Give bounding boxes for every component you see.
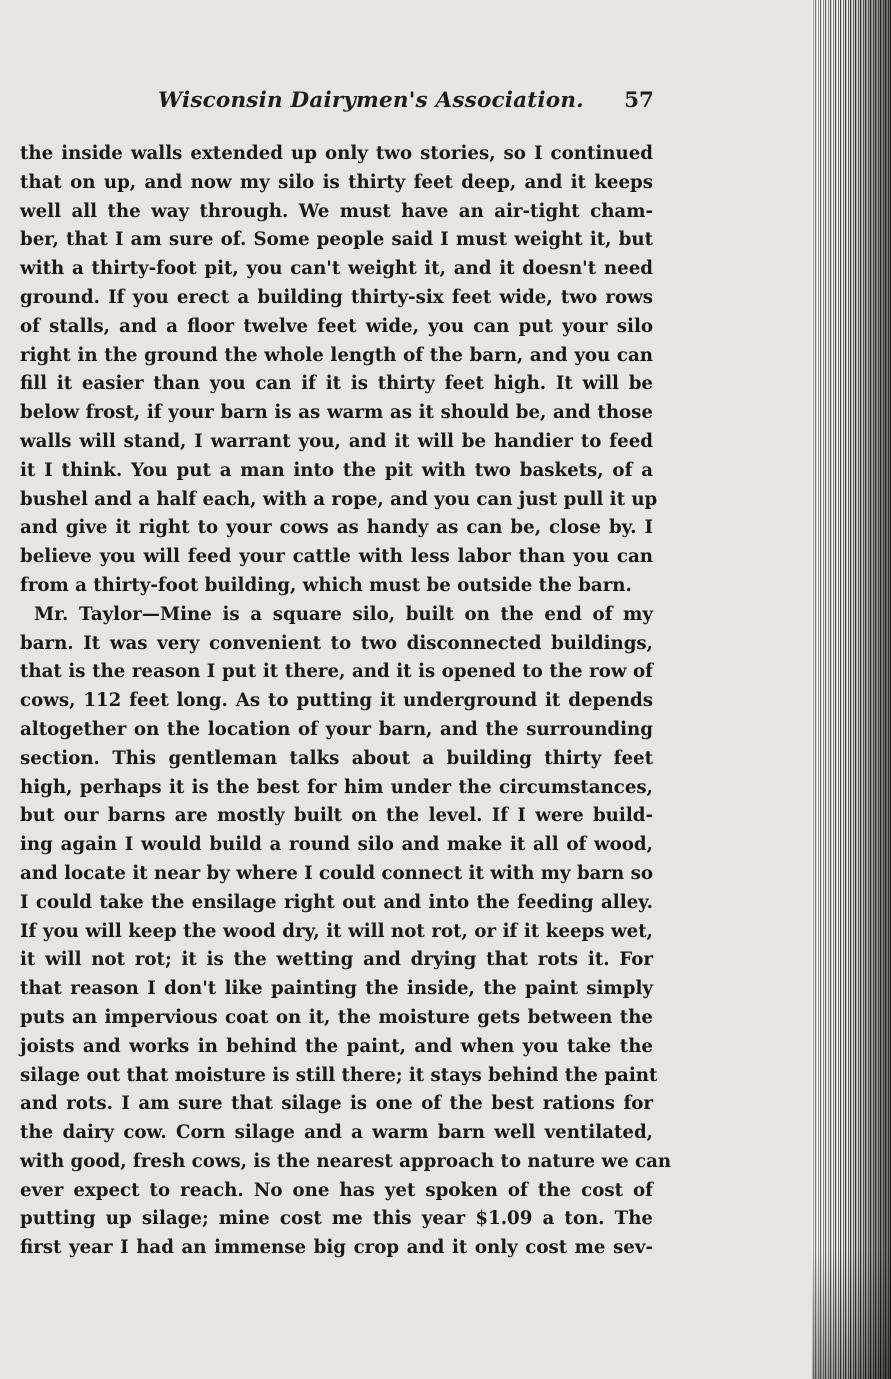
text-line: joists and works in behind the paint, and when you take the [20, 1035, 653, 1057]
text-line: that reason I don't like painting the inside, the paint simply [20, 978, 653, 1000]
text-line: the inside walls extended up only two stories, so I continued [20, 143, 653, 164]
text-line: cows, 112 feet long. As to putting it underground it depends [20, 690, 653, 712]
text-line: ing again I would build a round silo and make it all of wood, [20, 834, 653, 856]
text-line: ber, that I am sure of. Some people said I must weight it, but [20, 229, 653, 251]
text-line: ever expect to reach. No one has yet spoken of the cost of [20, 1179, 653, 1201]
text-line: it I think. You put a man into the pit with two baskets, of a [20, 459, 653, 481]
page-header [158, 88, 654, 120]
page-number: 57 [624, 88, 654, 113]
text-line: first year I had an immense big crop and it only cost me sev- [20, 1237, 653, 1259]
text-line: of stalls, and a floor twelve feet wide, you can put your silo [20, 315, 653, 337]
page-edges [812, 0, 891, 1379]
body-text [20, 140, 672, 1263]
text-line: fill it easier than you can if it is thirty feet high. It will be [20, 373, 653, 395]
text-line: bushel and a half each, with a rope, and you can just pull it up [20, 488, 658, 510]
text-line: it will not rot; it is the wetting and drying that rots it. For [20, 949, 653, 971]
text-line: but our barns are mostly built on the level. If I were build- [20, 805, 653, 827]
text-line: silage out that moisture is still there; it stays behind the paint [20, 1064, 658, 1086]
text-line: and rots. I am sure that silage is one of the best rations for [20, 1093, 653, 1115]
text-line: from a thirty-foot building, which must be outside the barn. [20, 574, 632, 596]
text-line: ground. If you erect a building thirty-six feet wide, two rows [20, 286, 653, 308]
text-line: and locate it near by where I could connect it with my barn so [20, 862, 653, 884]
text-line: high, perhaps it is the best for him under the circumstances, [20, 776, 653, 798]
text-line: that on up, and now my silo is thirty feet deep, and it keeps [20, 171, 653, 193]
text-line: the dairy cow. Corn silage and a warm barn well ventilated, [20, 1122, 653, 1144]
text-line: putting up silage; mine cost me this year $1.09 a ton. The [20, 1208, 653, 1230]
text-line: section. This gentleman talks about a building thirty feet [20, 747, 653, 769]
text-line: If you will keep the wood dry, it will not rot, or if it keeps wet, [20, 920, 653, 942]
text-line: I could take the ensilage right out and into the feeding alley. [20, 891, 653, 913]
text-line: altogether on the location of your barn, and the surrounding [20, 718, 653, 740]
text-line: walls will stand, I warrant you, and it will be handier to feed [20, 430, 653, 452]
page-edges-bottom-fade [812, 1249, 891, 1379]
text-line: and give it right to your cows as handy as can be, close by. I [20, 517, 653, 539]
page-edges-shade [812, 0, 891, 1379]
text-line: puts an impervious coat on it, the moisture gets between the [20, 1006, 653, 1028]
text-line: that is the reason I put it there, and it is opened to the row of [20, 661, 653, 683]
running-title: Wisconsin Dairymen's Association. [158, 88, 584, 113]
text-line: Mr. Taylor—Mine is a square silo, built on the end of my [34, 603, 653, 625]
text-line: barn. It was very convenient to two disconnected buildings, [20, 632, 653, 654]
text-line: believe you will feed your cattle with less labor than you can [20, 546, 653, 568]
text-line: below frost, if your barn is as warm as it should be, and those [20, 402, 653, 424]
text-line: with a thirty-foot pit, you can't weight it, and it doesn't need [20, 258, 653, 280]
text-line: right in the ground the whole length of the barn, and you can [20, 344, 653, 366]
text-line: well all the way through. We must have an air-tight cham- [20, 200, 653, 222]
text-line: with good, fresh cows, is the nearest approach to nature we can [20, 1150, 672, 1172]
